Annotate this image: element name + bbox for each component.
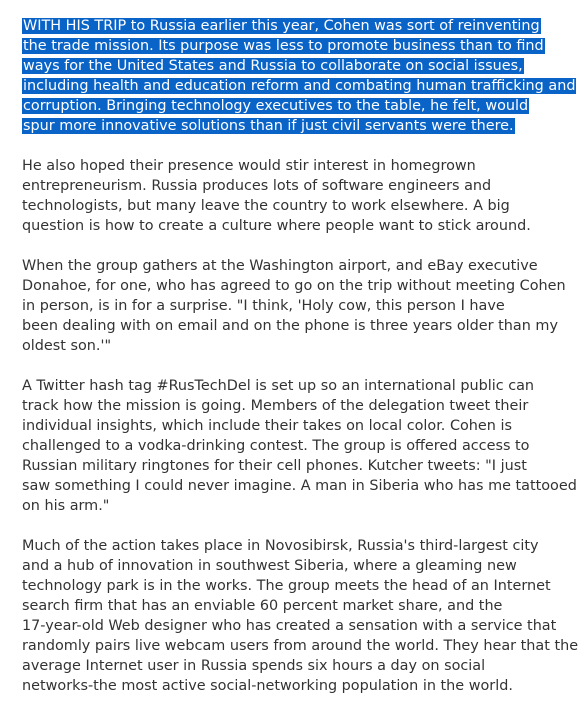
text-line: question is how to create a culture where people want to stick around. [22, 218, 531, 234]
selected-text-line: spur more innovative solutions than if just civil servants were there. [23, 118, 514, 134]
text-line: technologists, but many leave the country to work elsewhere. A big [22, 198, 510, 214]
text-line: networks-the most active social-networking population in the world. [22, 678, 513, 694]
text-line: on his arm." [22, 498, 110, 514]
text-line: oldest son.'" [22, 338, 112, 354]
text-line: search firm that has an enviable 60 percent market share, and the [22, 598, 503, 614]
text-line: saw something I could never imagine. A man in Siberia who has me tattooed [22, 478, 577, 494]
text-line: average Internet user in Russia spends six hours a day on social [22, 658, 486, 674]
paragraph-1-selected [22, 16, 582, 136]
text-line: individual insights, which include their takes on local color. Cohen is [22, 418, 512, 434]
text-line: in person, is in for a surprise. "I think, 'Holy cow, this person I have [22, 298, 505, 314]
text-line: He also hoped their presence would stir interest in homegrown [22, 158, 476, 174]
selected-text-line: ways for the United States and Russia to collaborate on social issues, [23, 58, 523, 74]
selected-text-line: corruption. Bringing technology executives to the table, he felt, would [23, 98, 529, 114]
text-line: When the group gathers at the Washington airport, and eBay executive [22, 258, 538, 274]
text-line: technology park is in the works. The group meets the head of an Internet [22, 578, 551, 594]
selected-text-line: the trade mission. Its purpose was less to promote business than to find [23, 38, 544, 54]
selected-text-line: WITH HIS TRIP to Russia earlier this year, Cohen was sort of reinventing [23, 18, 540, 34]
article-body [22, 16, 582, 716]
text-line: Donahoe, for one, who has agreed to go on the trip without meeting Cohen [22, 278, 566, 294]
text-line: track how the mission is going. Members of the delegation tweet their [22, 398, 529, 414]
text-line: Russian military ringtones for their cell phones. Kutcher tweets: "I just [22, 458, 527, 474]
text-line: been dealing with on email and on the phone is three years older than my [22, 318, 558, 334]
text-line: and a hub of innovation in southwest Siberia, where a gleaming new [22, 558, 517, 574]
paragraph-3 [22, 256, 582, 356]
text-line: entrepreneurism. Russia produces lots of software engineers and [22, 178, 492, 194]
text-line: randomly pairs live webcam users from around the world. They hear that the [22, 638, 579, 654]
selected-text-line: including health and education reform and combating human trafficking and [23, 78, 576, 94]
text-line: A Twitter hash tag #RusTechDel is set up so an international public can [22, 378, 535, 394]
text-line: Much of the action takes place in Novosibirsk, Russia's third-largest city [22, 538, 539, 554]
text-line: 17-year-old Web designer who has created a sensation with a service that [22, 618, 557, 634]
text-line: challenged to a vodka-drinking contest. The group is offered access to [22, 438, 530, 454]
paragraph-5 [22, 536, 582, 696]
paragraph-2 [22, 156, 582, 236]
paragraph-4 [22, 376, 582, 516]
